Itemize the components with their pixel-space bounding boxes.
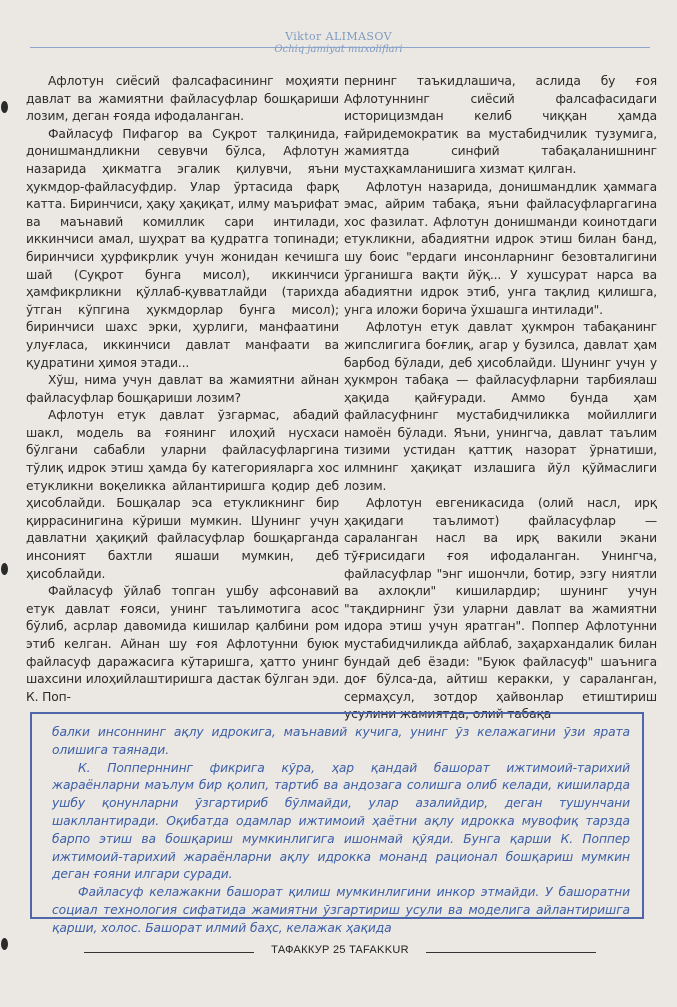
footer-rule-left [84,952,254,953]
box-paragraph: К. Попперннинг фикрига кўра, ҳар қандай башорат ижтимоий-тарихий жараёнларни маълум бир қолип, тартиб ва андозага солишга олиб келади, кишиларда ушбу қонунларни ўзгартириб бўлмайди, улар азалийдир, деган тушунчани шакллантиради. Оқибатда одамлар ижтимоий ҳаётни ақлу идрокка мувофиқ тарзда барпо этиш ва бошқариш мумкинлигига ишонмай қўяди. Бунга қарши К. Поппер ижтимоий-тарихий жараёнларни ақлу идрокка монанд рационал бошқариш мумкин деган ғояни илгари суради. [52,760,630,882]
footer-text: ТАФАККУР 25 TAFAKKUR [271,944,409,956]
page-footer [0,944,677,960]
paragraph: Афлотун назарида, донишмандлик ҳаммага эмас, айрим табақа, яъни файласуфларгагина хос фазилат. Афлотун донишманди коинотдаги етукликни, абадиятни идрок этиш билан банд, шу боис "ердаги инсонларнинг безовталигини ўрганишга вақти йўқ... У хушсурат нарса ва абадиятни идрок этиб, унга тақлид қилишга, унга иложи борича ўхшашга интилади". [344,179,657,317]
footer-rule-right [426,952,596,953]
paragraph: пернинг таъкидлашича, аслида бу ғоя Афлотуннинг сиёсий фалсафасидаги историцизмдан келиб чиққан ҳамда ғайридемократик ва мустабидчилик тузумига, жамиятда синфий табақаланишнинг мустаҳкамланишига хизмат қилган. [344,74,657,176]
paragraph: Файласуф Пифагор ва Суқрот талқинида, донишмандликни севувчи бўлса, Афлотун назарида ҳикматга эгалик қилувчи, яъни ҳукмдор-файласуфдир. Улар ўртасида фарқ катта. Биринчиси, ҳақу ҳақиқат, илму маърифат ва маънавий комиллик сари интилади, иккинчиси амал, шуҳрат ва қудратга топинади; биринчиси ҳурфикрлик учун жонидан кечишга шай (Суқрот бунга мисол), иккинчиси ҳамфикрликни қўллаб-қувватлайди (тарихда ўтган кўпгина ҳукмдорлар бунга мисол); биринчиси шахс эрки, ҳурлиги, манфаатини улуғласа, иккинчиси давлат манфаати ва қудратини ҳимоя этади... [26,126,339,370]
paragraph: Афлотун етук давлат ҳукмрон табақанинг жипслигига боғлиқ, агар у бузилса, давлат ҳам барбод бўлади, деб ҳисоблайди. Шунинг учун у ҳукмрон табақа — файласуфларни тарбиялаш ҳақида қайғуради. Аммо бунда ҳам файласуфнинг мустабидчиликка мойиллиги намоён бўлади. Яъни, унингча, давлат таълим тизими устидан қаттиқ назорат ўрнатиши, илмнинг ҳақиқат излашига йўл қўймаслиги лозим. [344,320,657,493]
left-column [26,73,339,706]
paragraph: Хўш, нима учун давлат ва жамиятни айнан файласуфлар бошқариши лозим? [26,373,339,405]
paragraph: Афлотун етук давлат ўзгармас, абадий шакл, модель ва ғоянинг илоҳий нусхаси бўлгани сабабли уларни файласуфларгина тўлиқ идрок этиш ҳамда бу категорияларга хос етукликни воқеликка айлантиришга қодир деб ҳисоблайди. Бошқалар эса етукликнинг бир қиррасинигина кўриши мумкин. Шунинг учун давлатни ҳақиқий файласуфлар бошқарганда инсоният бахтли яшаши мумкин, деб ҳисоблайди. [26,408,339,581]
paragraph: Афлотун евгеникасида (олий насл, ирқ ҳақидаги таълимот) файласуфлар — сараланган насл ва ирқ вакили экани тўғрисидаги ғоя ифодаланган. Унингча, файласуфлар "энг ишончли, ботир, эзгу ниятли ва ахлоқли" кишилардир; шунинг учун "тақдирнинг ўзи уларни давлат ва жамиятни идора этиш учун яратган". Поппер Афлотунни мустабидчиликда айблаб, заҳархандалик билан бундай деб ёзади: "Буюк файласуф" шаънига доғ бўлса-да, айтиш керакки, у сараланган, сермаҳсул, зотдор ҳайвонлар етиштириш усулини жамиятда, олий табақа [344,496,657,722]
header-subtitle: Ochiq jamiyat muxoliflari [274,43,403,55]
box-paragraph: балки инсоннинг ақлу идрокига, маънавий кучига, унинг ўз келажагини ўзи ярата олишига таянади. [52,725,630,757]
paragraph: Файласуф ўйлаб топган ушбу афсонавий етук давлат ғояси, унинг таълимотига асос бўлиб, асрлар давомида кишилар қалбини ром этиб келган. Айнан шу ғоя Афлотунни буюк файласуф даражасига кўтаришга, ҳатто унинг шахсини илоҳийлаштиришга дастак бўлган эди. К. Поп- [26,584,339,704]
paragraph: Афлотун сиёсий фалсафасининг моҳияти давлат ва жамиятни файласуфлар бошқариши лозим, деган ғояда ифодаланган. [26,74,339,124]
binder-hole-icon [1,938,8,950]
right-column [344,73,657,724]
binder-hole-icon [1,101,8,113]
header-rule [30,47,650,48]
sidebar-box-text [52,724,630,938]
header-author: Viktor ALIMASOV [285,30,392,43]
binder-hole-icon [1,563,8,575]
running-header [0,30,677,56]
box-paragraph: Файласуф келажакни башорат қилиш мумкинлигини инкор этмайди. У башоратни социал технология сифатида жамиятни ўзгартириш усули ва моделига айлантиришга қарши, холос. Башорат илмий баҳс, келажак ҳақида [52,885,630,935]
